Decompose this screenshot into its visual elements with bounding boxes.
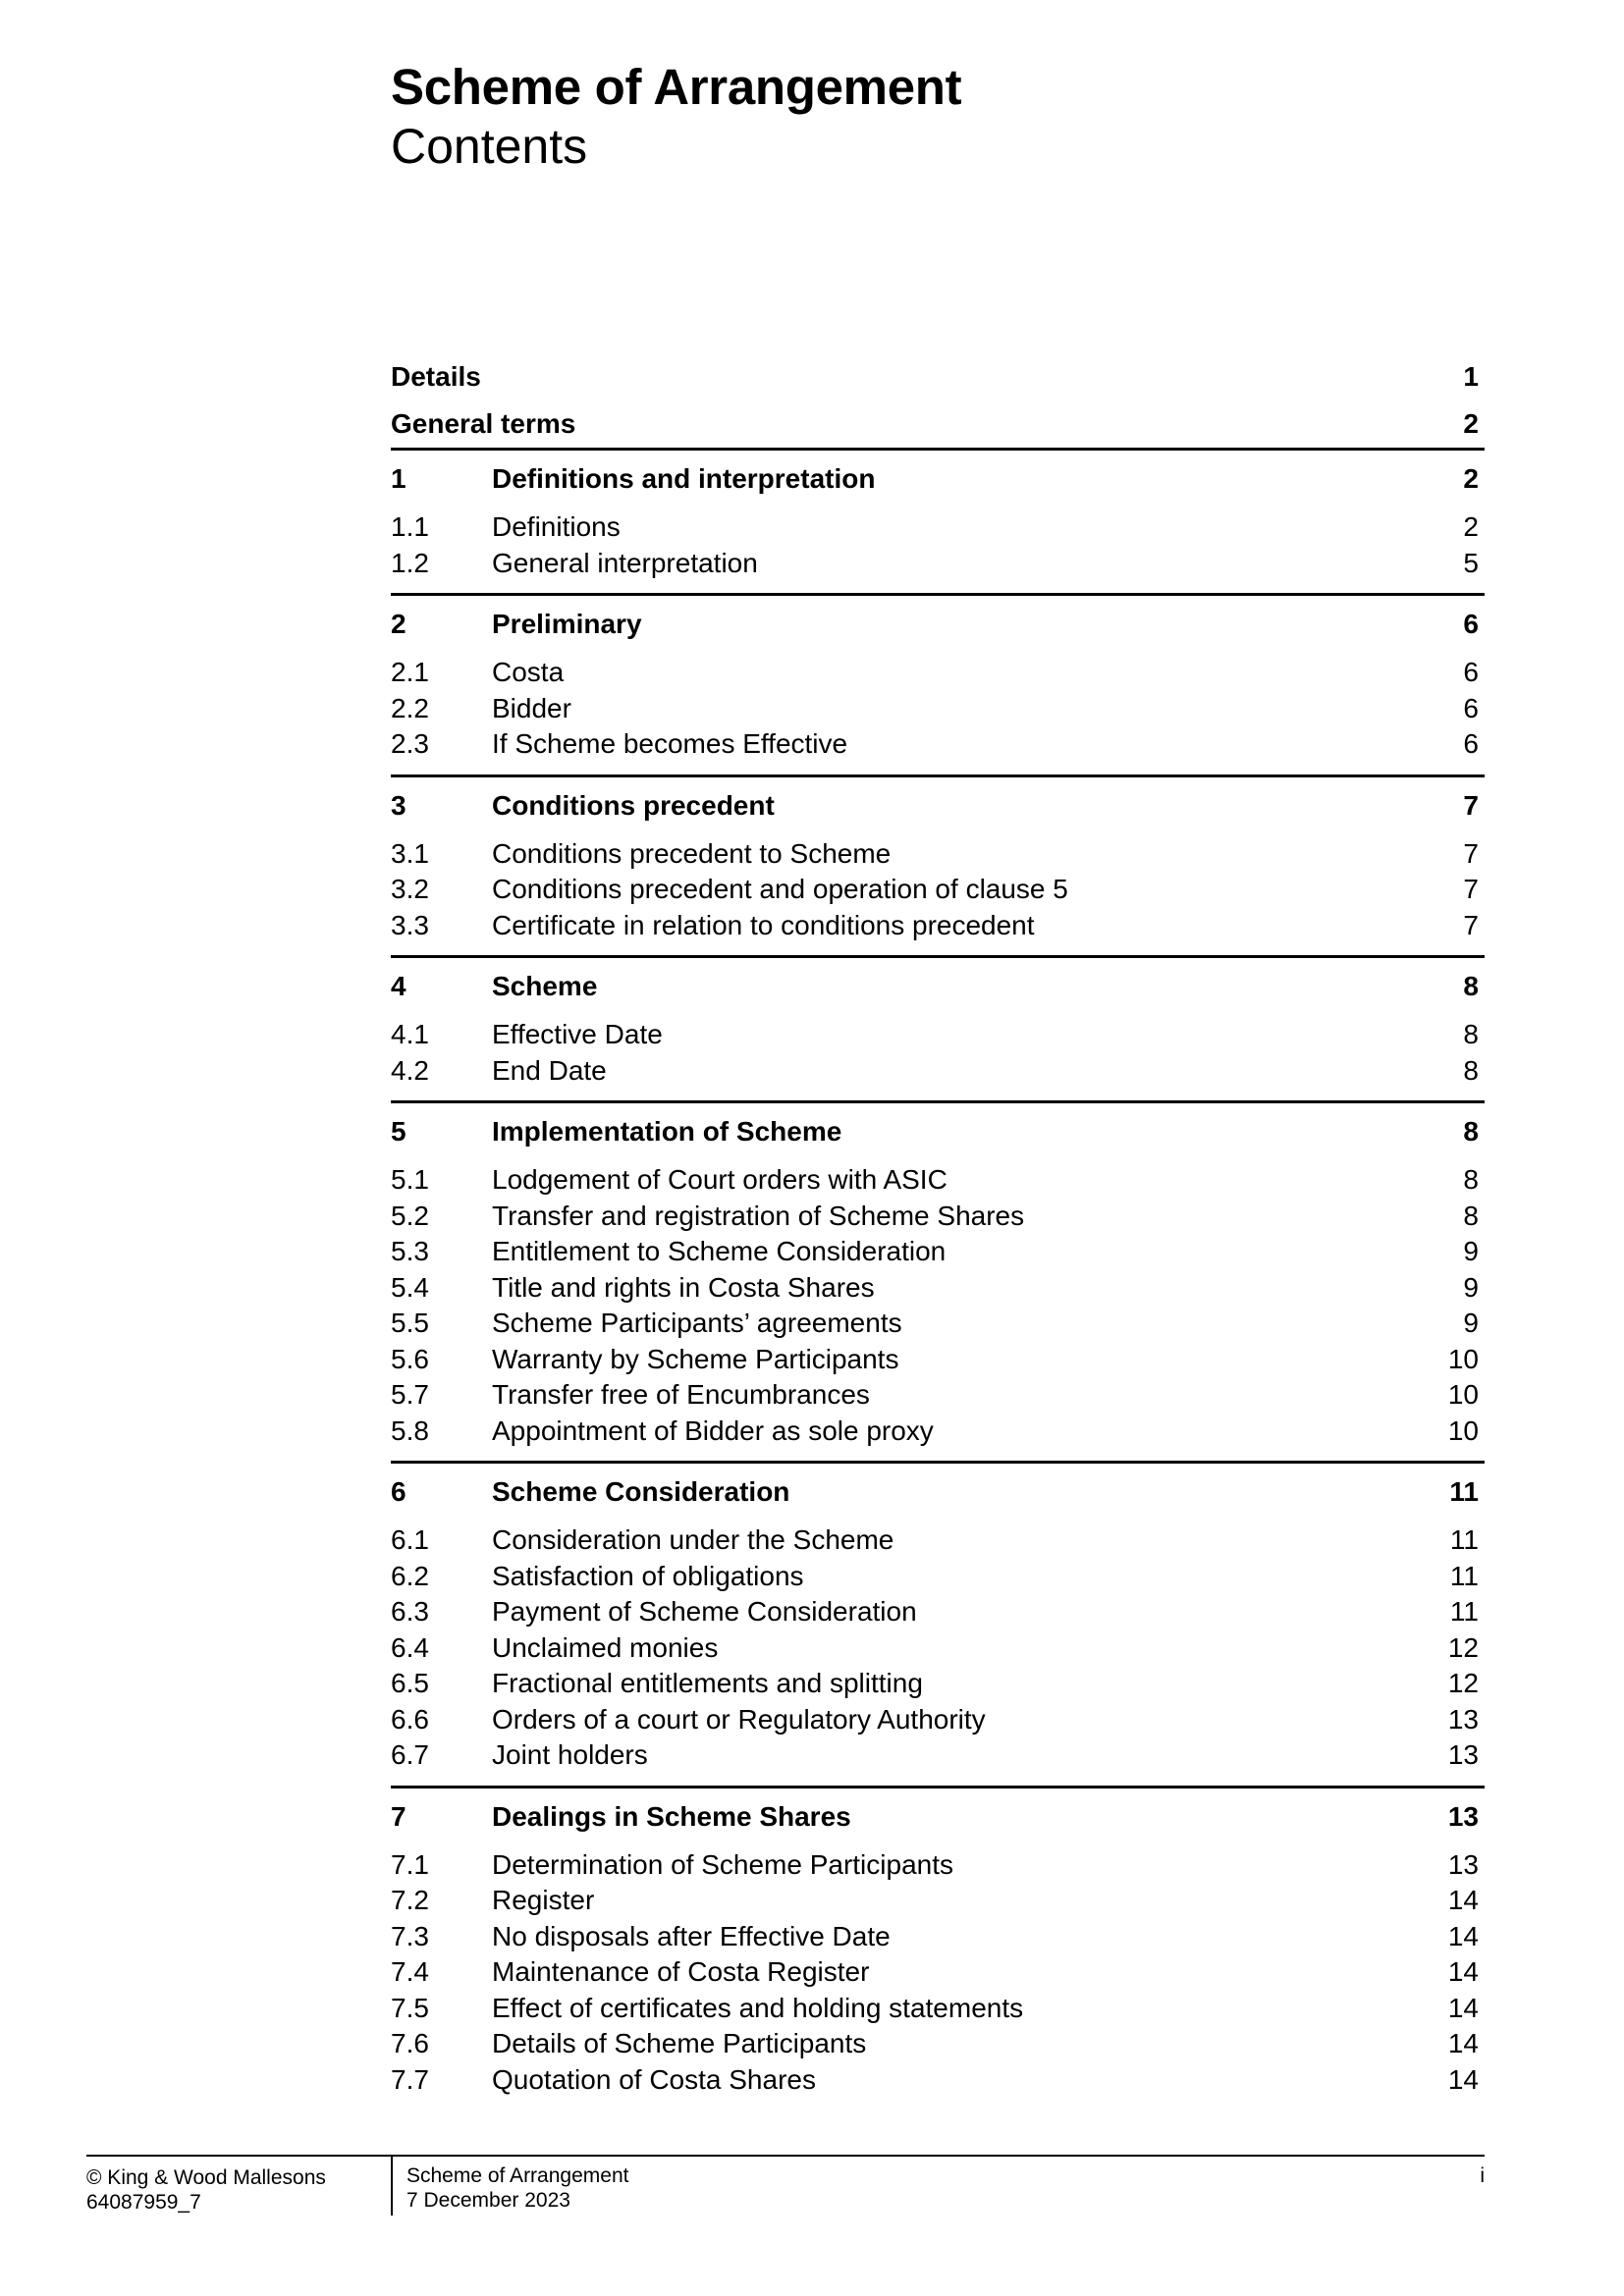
- toc-subsection-label: Bidder: [492, 692, 571, 723]
- toc-subsection-label: Satisfaction of obligations: [492, 1560, 804, 1591]
- toc-section-page: 6: [1463, 609, 1479, 639]
- toc-section-heading: [391, 604, 1485, 645]
- toc-subsection: [391, 1234, 1485, 1270]
- toc-subsection-number: 7.3: [391, 1920, 429, 1951]
- toc-subsection-list: [391, 655, 1485, 763]
- toc-subsection-page: 12: [1447, 1668, 1479, 1698]
- toc-subsection: [391, 1522, 1485, 1559]
- toc-section-number: 4: [391, 971, 406, 1001]
- toc-subsection-page: 10: [1447, 1343, 1479, 1374]
- toc-subsection-page: 7: [1463, 874, 1479, 904]
- toc-subsection-label: Joint holders: [492, 1739, 648, 1770]
- toc-subsection-number: 6.2: [391, 1560, 429, 1591]
- toc-subsection: [391, 908, 1485, 944]
- toc-subsection: [391, 509, 1485, 546]
- toc-subsection-list: [391, 1162, 1485, 1449]
- toc-subsection-label: End Date: [492, 1054, 607, 1086]
- toc-subsection: [391, 1377, 1485, 1414]
- toc-subsection-label: Title and rights in Costa Shares: [492, 1271, 875, 1303]
- toc-entry-page: 2: [1463, 408, 1479, 439]
- toc-section: [391, 774, 1485, 956]
- toc-subsection: [391, 1162, 1485, 1199]
- toc-subsection-label: General interpretation: [492, 547, 758, 578]
- toc-subsection: [391, 1847, 1485, 1884]
- toc-subsection-number: 7.4: [391, 1956, 429, 1987]
- toc-subsection-page: 8: [1463, 1164, 1479, 1195]
- toc-subsection: [391, 1702, 1485, 1738]
- toc-subsection-label: Transfer and registration of Scheme Shares: [492, 1200, 1025, 1231]
- toc-subsection-number: 2.3: [391, 728, 429, 759]
- toc-subsection: [391, 1053, 1485, 1090]
- toc-subsection-page: 14: [1447, 2063, 1479, 2095]
- toc-subsection-page: 13: [1447, 1703, 1479, 1735]
- toc-section: [391, 1786, 1485, 2110]
- toc-subsection-label: Lodgement of Court orders with ASIC: [492, 1164, 947, 1195]
- toc-subsection-number: 7.2: [391, 1885, 429, 1915]
- toc-subsection-list: [391, 1017, 1485, 1089]
- toc-section-heading: [391, 1796, 1485, 1838]
- footer-page-number: i: [1480, 2164, 1485, 2187]
- toc-section-heading: [391, 785, 1485, 827]
- toc-subsection: [391, 1594, 1485, 1630]
- toc-entry-page: 1: [1463, 361, 1479, 392]
- toc-subsection-number: 5.3: [391, 1236, 429, 1266]
- toc-section-label: Definitions and interpretation: [492, 463, 876, 494]
- toc-section-page: 7: [1463, 789, 1479, 821]
- table-of-contents: [391, 353, 1485, 2109]
- toc-subsection-list: [391, 509, 1485, 581]
- toc-subsection-label: Payment of Scheme Consideration: [492, 1596, 917, 1627]
- toc-subsection-page: 8: [1463, 1054, 1479, 1086]
- toc-subsection-page: 6: [1463, 728, 1479, 759]
- toc-section-label: Preliminary: [492, 609, 642, 639]
- toc-subsection-page: 9: [1463, 1308, 1479, 1338]
- toc-subsection: [391, 655, 1485, 691]
- toc-subsection-label: Unclaimed monies: [492, 1631, 719, 1663]
- toc-subsection-label: Conditions precedent to Scheme: [492, 837, 892, 869]
- toc-subsection: [391, 1270, 1485, 1307]
- toc-section-page: 8: [1463, 971, 1479, 1001]
- toc-subsection-page: 9: [1463, 1236, 1479, 1266]
- toc-section-heading: [391, 1471, 1485, 1513]
- toc-subsection-label: Conditions precedent and operation of clause 5: [492, 874, 1068, 904]
- toc-section-number: 3: [391, 789, 406, 821]
- toc-subsection-label: Register: [492, 1885, 595, 1915]
- toc-subsection: [391, 726, 1485, 763]
- toc-subsection-label: Details of Scheme Participants: [492, 2028, 867, 2058]
- toc-section-number: 7: [391, 1800, 406, 1832]
- toc-subsection-page: 14: [1447, 1920, 1479, 1951]
- toc-subsection: [391, 1199, 1485, 1235]
- toc-section-label: Scheme: [492, 971, 598, 1001]
- toc-subsection-page: 13: [1447, 1848, 1479, 1880]
- toc-section: [391, 955, 1485, 1100]
- toc-subsection: [391, 1737, 1485, 1774]
- footer-doc-id: 64087959_7: [86, 2191, 201, 2214]
- toc-subsection-number: 6.7: [391, 1739, 429, 1770]
- toc-subsection-label: Appointment of Bidder as sole proxy: [492, 1415, 934, 1446]
- toc-section-label: Implementation of Scheme: [492, 1116, 842, 1147]
- toc-subsection-page: 11: [1449, 1524, 1479, 1555]
- toc-subsection-label: Certificate in relation to conditions precedent: [492, 909, 1035, 940]
- title-block: [391, 57, 961, 175]
- toc-subsection-number: 4.1: [391, 1019, 429, 1049]
- toc-subsection-page: 11: [1449, 1560, 1479, 1591]
- toc-subsection: [391, 1306, 1485, 1342]
- footer-middle: [406, 2163, 628, 2213]
- toc-subsection-label: Effect of certificates and holding statements: [492, 1992, 1024, 2023]
- toc-subsection-number: 1.2: [391, 547, 429, 578]
- toc-subsection-number: 1.1: [391, 511, 429, 542]
- toc-subsection-page: 9: [1463, 1271, 1479, 1303]
- toc-subsection-number: 5.8: [391, 1415, 429, 1446]
- toc-subsection-number: 5.2: [391, 1200, 429, 1231]
- toc-subsection: [391, 1630, 1485, 1667]
- toc-entry-label: Details: [391, 361, 481, 392]
- toc-subsection-page: 7: [1463, 837, 1479, 869]
- toc-subsection-page: 10: [1447, 1415, 1479, 1446]
- toc-subsection: [391, 1559, 1485, 1595]
- toc-section-number: 1: [391, 463, 406, 494]
- toc-subsection-number: 6.6: [391, 1703, 429, 1735]
- toc-subsection-number: 6.3: [391, 1596, 429, 1627]
- toc-subsection-number: 2.1: [391, 657, 429, 687]
- toc-subsection-label: Transfer free of Encumbrances: [492, 1379, 870, 1410]
- toc-subsection-label: Determination of Scheme Participants: [492, 1848, 953, 1880]
- toc-subsection: [391, 546, 1485, 582]
- toc-subsection: [391, 691, 1485, 727]
- toc-section: [391, 448, 1485, 593]
- toc-subsection-list: [391, 1847, 1485, 2099]
- toc-subsection-label: Fractional entitlements and splitting: [492, 1668, 923, 1698]
- toc-subsection-number: 7.1: [391, 1848, 429, 1880]
- toc-section-page: 8: [1463, 1116, 1479, 1147]
- toc-subsection-page: 13: [1447, 1739, 1479, 1770]
- toc-subsection-page: 7: [1463, 909, 1479, 940]
- toc-subsection-page: 11: [1449, 1596, 1479, 1627]
- toc-entry-label: General terms: [391, 408, 576, 439]
- toc-subsection-label: Quotation of Costa Shares: [492, 2063, 816, 2095]
- toc-subsection-page: 14: [1447, 2028, 1479, 2058]
- footer-divider: [391, 2157, 393, 2216]
- toc-subsection-page: 8: [1463, 1200, 1479, 1231]
- footer-date: 7 December 2023: [406, 2189, 570, 2212]
- toc-subsection-label: If Scheme becomes Effective: [492, 728, 848, 759]
- toc-subsection-label: Definitions: [492, 511, 621, 542]
- toc-subsection: [391, 2026, 1485, 2062]
- toc-subsection-list: [391, 836, 1485, 944]
- toc-subsection-page: 10: [1447, 1379, 1479, 1410]
- toc-subsection-label: Scheme Participants’ agreements: [492, 1308, 902, 1338]
- toc-subsection-label: Effective Date: [492, 1019, 663, 1049]
- toc-subsection-page: 14: [1447, 1885, 1479, 1915]
- toc-subsection-label: Maintenance of Costa Register: [492, 1956, 870, 1987]
- toc-subsection: [391, 1414, 1485, 1450]
- toc-subsection-page: 12: [1447, 1631, 1479, 1663]
- toc-section: [391, 1461, 1485, 1786]
- toc-section-label: Scheme Consideration: [492, 1476, 790, 1507]
- toc-subsection-label: Consideration under the Scheme: [492, 1524, 894, 1555]
- toc-subsection-number: 5.6: [391, 1343, 429, 1374]
- toc-subsection-page: 14: [1447, 1992, 1479, 2023]
- toc-subsection: [391, 2062, 1485, 2099]
- footer-left: [86, 2165, 326, 2215]
- toc-subsection-page: 2: [1463, 511, 1479, 542]
- toc-subsection-number: 7.5: [391, 1992, 429, 2023]
- toc-section-number: 5: [391, 1116, 406, 1147]
- toc-subsection-number: 6.5: [391, 1668, 429, 1698]
- toc-subsection: [391, 1017, 1485, 1053]
- toc-section-page: 2: [1463, 463, 1479, 494]
- toc-section-heading: [391, 966, 1485, 1007]
- toc-subsection-number: 4.2: [391, 1054, 429, 1086]
- footer-rule: [86, 2155, 1485, 2157]
- toc-subsection: [391, 836, 1485, 873]
- toc-subsection-page: 6: [1463, 692, 1479, 723]
- toc-section: [391, 1100, 1485, 1461]
- toc-section-page: 13: [1447, 1800, 1479, 1832]
- toc-subsection-label: Orders of a court or Regulatory Authority: [492, 1703, 986, 1735]
- toc-subsection-number: 3.2: [391, 874, 429, 904]
- toc-section-heading: [391, 1111, 1485, 1152]
- toc-subsection-number: 6.4: [391, 1631, 429, 1663]
- toc-subsection-number: 6.1: [391, 1524, 429, 1555]
- toc-subsection-page: 6: [1463, 657, 1479, 687]
- footer-doc-title: Scheme of Arrangement: [406, 2164, 629, 2187]
- toc-section-page: 11: [1449, 1476, 1479, 1507]
- toc-subsection-list: [391, 1522, 1485, 1774]
- toc-subsection-label: Costa: [492, 657, 565, 687]
- toc-subsection-number: 5.7: [391, 1379, 429, 1410]
- toc-subsection: [391, 1883, 1485, 1919]
- toc-section-number: 2: [391, 609, 406, 639]
- toc-section-heading: [391, 458, 1485, 500]
- toc-subsection-page: 8: [1463, 1019, 1479, 1049]
- toc-subsection: [391, 1666, 1485, 1702]
- toc-subsection-label: Warranty by Scheme Participants: [492, 1343, 899, 1374]
- toc-subsection-number: 5.4: [391, 1271, 429, 1303]
- toc-subsection-number: 2.2: [391, 692, 429, 723]
- toc-subsection-number: 5.5: [391, 1308, 429, 1338]
- toc-section-label: Conditions precedent: [492, 789, 775, 821]
- toc-section-label: Dealings in Scheme Shares: [492, 1800, 851, 1832]
- toc-subsection-number: 7.6: [391, 2028, 429, 2058]
- toc-top-entry: [391, 400, 1485, 448]
- toc-section: [391, 593, 1485, 774]
- toc-subsection: [391, 1991, 1485, 2027]
- footer-copyright: © King & Wood Mallesons: [86, 2166, 326, 2189]
- toc-top-entry: [391, 353, 1485, 400]
- toc-subsection-number: 3.3: [391, 909, 429, 940]
- toc-subsection-label: No disposals after Effective Date: [492, 1920, 891, 1951]
- page-subtitle: Contents: [391, 119, 588, 174]
- toc-section-number: 6: [391, 1476, 406, 1507]
- toc-subsection-number: 7.7: [391, 2063, 429, 2095]
- toc-subsection-page: 14: [1447, 1956, 1479, 1987]
- toc-subsection-number: 5.1: [391, 1164, 429, 1195]
- toc-subsection-number: 3.1: [391, 837, 429, 869]
- toc-subsection: [391, 1342, 1485, 1378]
- toc-subsection: [391, 872, 1485, 908]
- toc-subsection: [391, 1954, 1485, 1991]
- toc-subsection-page: 5: [1463, 547, 1479, 578]
- toc-subsection: [391, 1919, 1485, 1955]
- toc-subsection-label: Entitlement to Scheme Consideration: [492, 1236, 947, 1266]
- page-title: Scheme of Arrangement: [391, 59, 962, 115]
